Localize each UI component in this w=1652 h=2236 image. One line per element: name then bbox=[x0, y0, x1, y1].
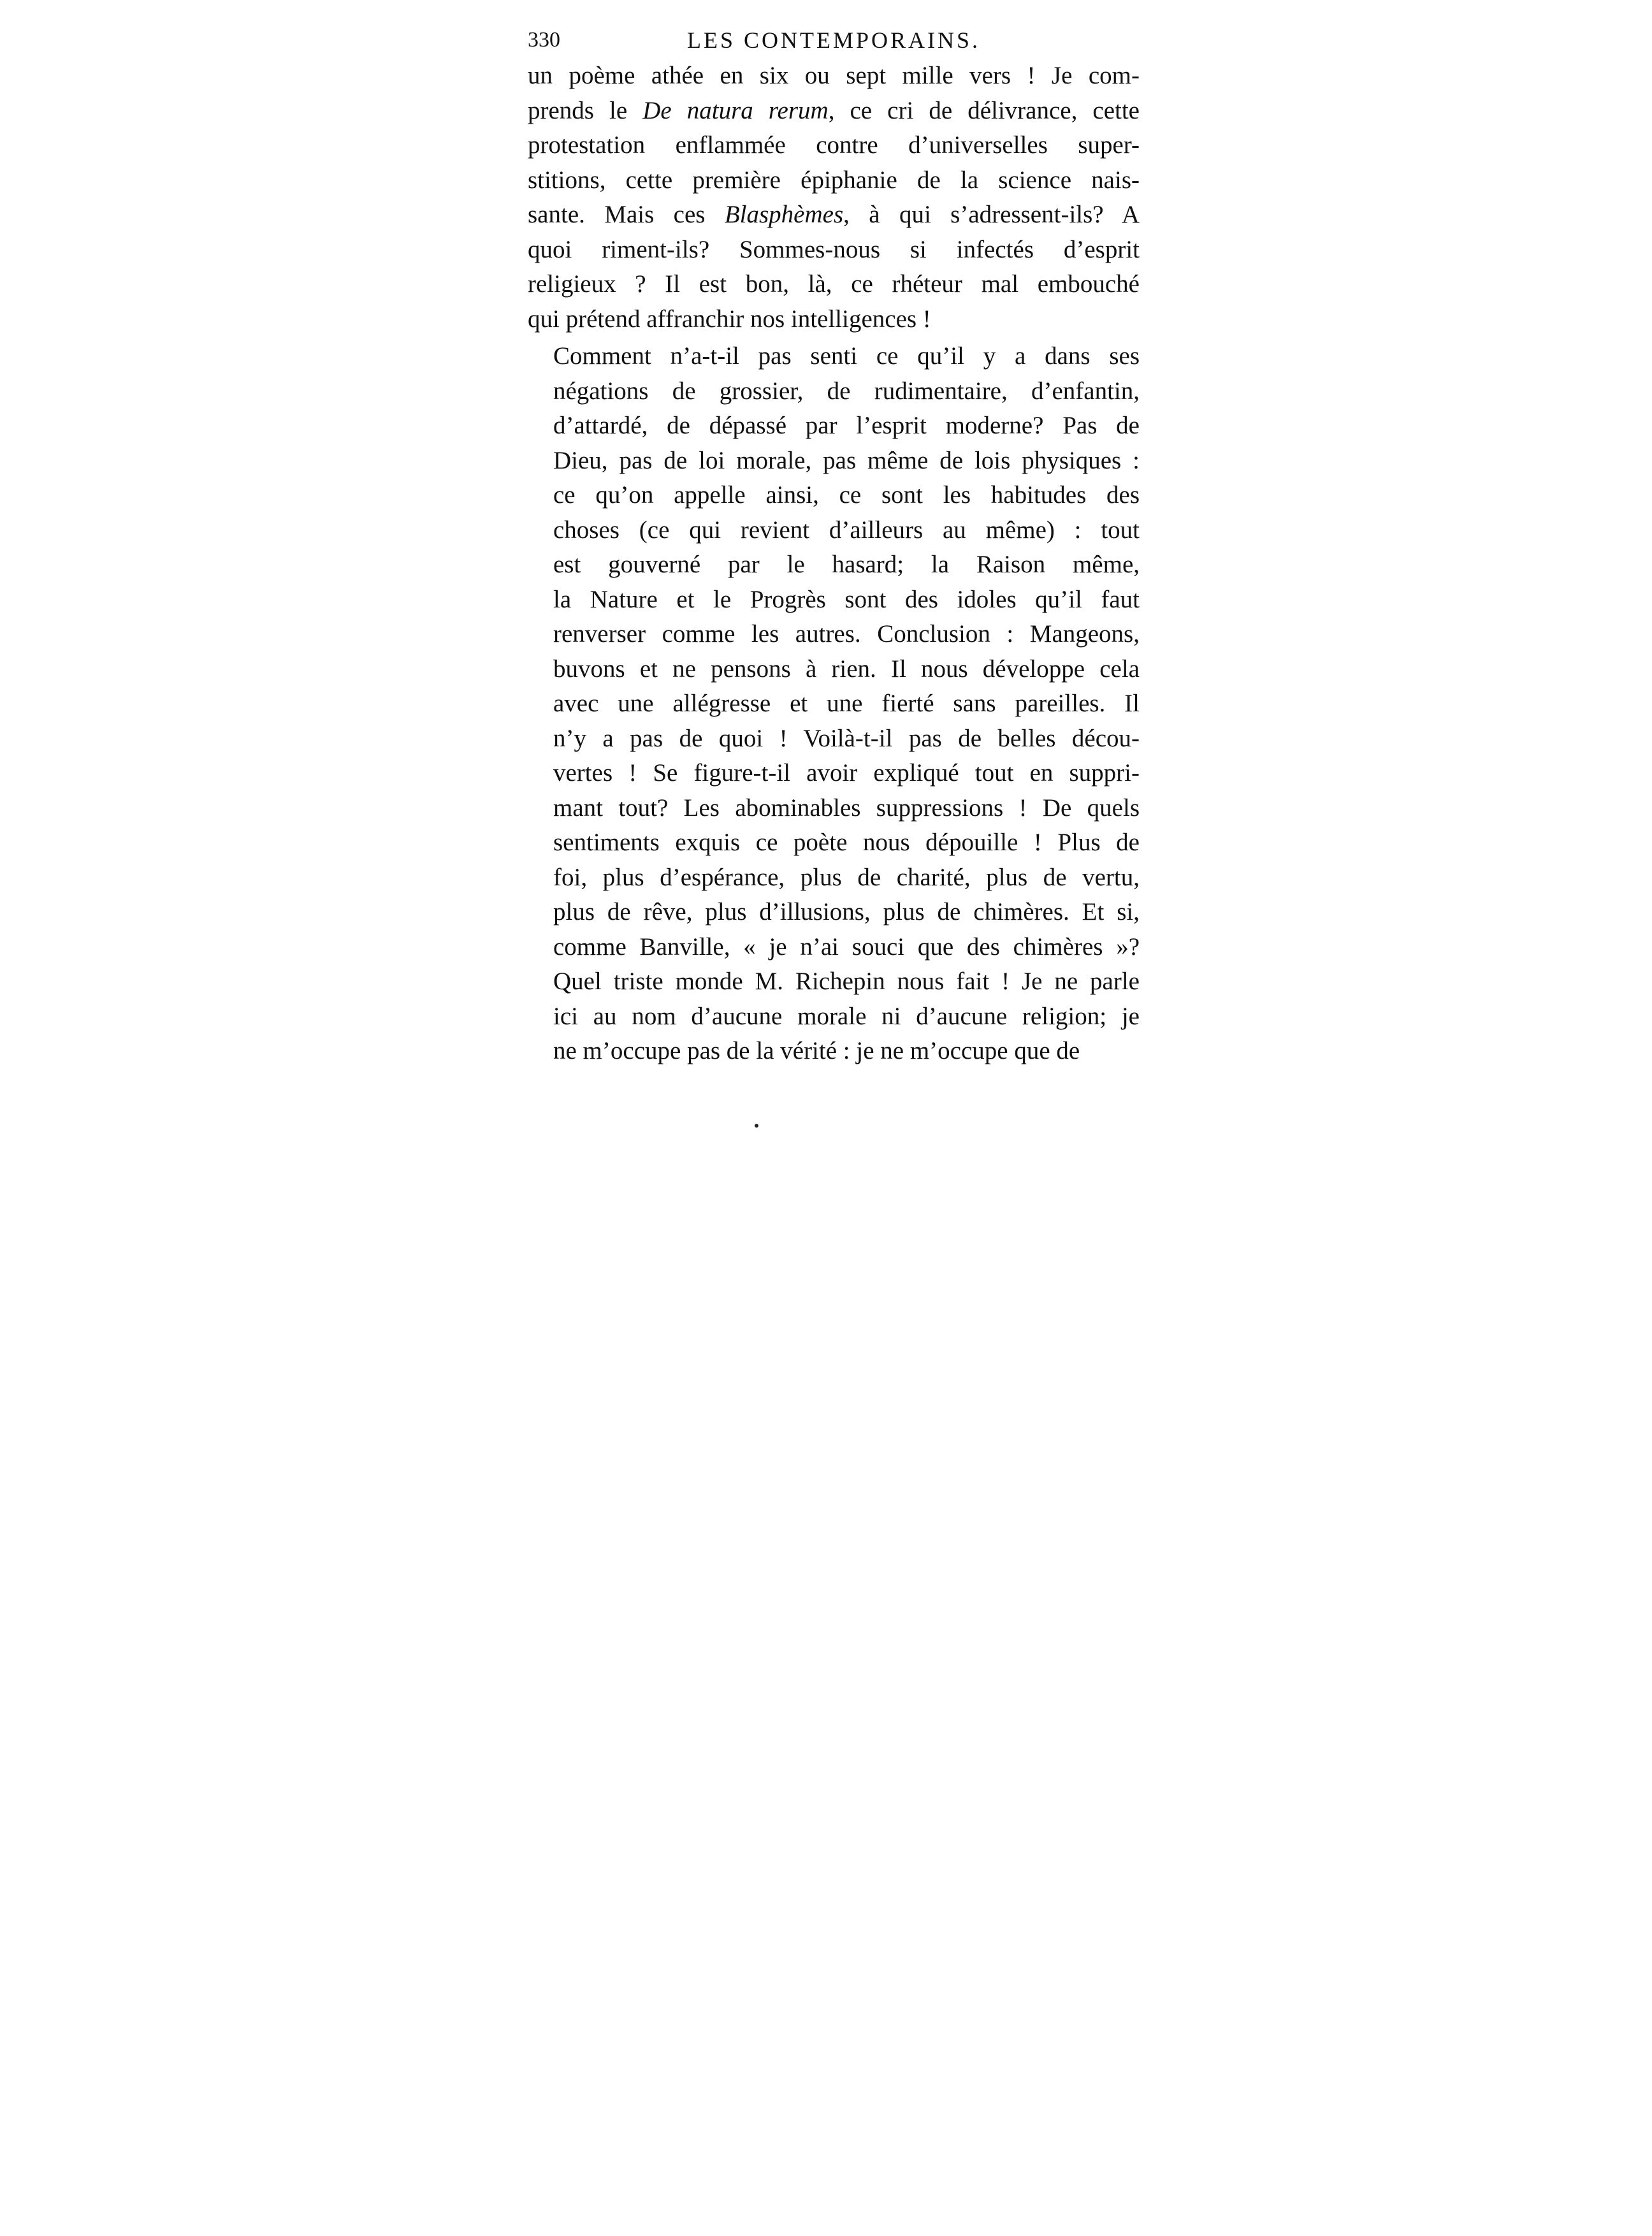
text-line: renverser comme les autres. Conclusion : Mangeons, bbox=[553, 620, 1140, 648]
text-line: qui prétend affranchir nos intelligences ! bbox=[528, 305, 931, 333]
body-text bbox=[528, 59, 1140, 1069]
running-head bbox=[528, 22, 1140, 59]
text-line: sante. Mais ces Blasphèmes, à qui s’adressent-ils? A bbox=[528, 201, 1140, 228]
text-line: sentiments exquis ce poète nous dépouille ! Plus de bbox=[553, 829, 1140, 856]
text-line: religieux ? Il est bon, là, ce rhéteur mal embouché bbox=[528, 270, 1140, 298]
text-line: est gouverné par le hasard; la Raison même, bbox=[553, 551, 1140, 578]
text-line: plus de rêve, plus d’illusions, plus de chimères. Et si, bbox=[553, 898, 1140, 926]
text-line: la Nature et le Progrès sont des idoles qu’il faut bbox=[553, 585, 1140, 613]
page-number: 330 bbox=[528, 28, 560, 52]
text-line: négations de grossier, de rudimentaire, d’enfantin, bbox=[553, 377, 1140, 405]
text-line: d’attardé, de dépassé par l’esprit moderne? Pas de bbox=[553, 412, 1140, 439]
text-line: buvons et ne pensons à rien. Il nous développe cela bbox=[553, 655, 1140, 683]
text-line: protestation enflammée contre d’universelles super- bbox=[528, 131, 1140, 159]
text-line: mant tout? Les abominables suppressions ! De quels bbox=[553, 794, 1140, 822]
text-line: ce qu’on appelle ainsi, ce sont les habitudes des bbox=[553, 481, 1140, 509]
stray-dot-mark bbox=[755, 1124, 758, 1128]
text-line: n’y a pas de quoi ! Voilà-t-il pas de belles décou- bbox=[553, 724, 1140, 752]
running-title: LES CONTEMPORAINS. bbox=[687, 27, 981, 53]
text-line: Quel triste monde M. Richepin nous fait ! Je ne parle bbox=[553, 968, 1140, 995]
book-page bbox=[528, 22, 1140, 1069]
text-line: vertes ! Se figure-t-il avoir expliqué tout en suppri- bbox=[553, 759, 1140, 787]
text-line: prends le De natura rerum, ce cri de délivrance, cette bbox=[528, 96, 1140, 124]
text-line: ici au nom d’aucune morale ni d’aucune religion; je bbox=[553, 1002, 1140, 1030]
text-line: comme Banville, « je n’ai souci que des chimères »? bbox=[553, 933, 1140, 961]
text-line: Dieu, pas de loi morale, pas même de lois physiques : bbox=[553, 446, 1140, 474]
text-line: Comment n’a-t-il pas senti ce qu’il y a dans ses bbox=[553, 342, 1140, 370]
text-line: avec une allégresse et une fierté sans pareilles. Il bbox=[553, 690, 1140, 717]
text-line: un poème athée en six ou sept mille vers ! Je com- bbox=[528, 62, 1140, 89]
text-line: choses (ce qui revient d’ailleurs au même) : tout bbox=[553, 516, 1140, 544]
text-line: quoi riment-ils? Sommes-nous si infectés d’esprit bbox=[528, 235, 1140, 263]
paragraph bbox=[528, 339, 1140, 1069]
text-line: stitions, cette première épiphanie de la science nais- bbox=[528, 166, 1140, 194]
paragraph bbox=[528, 59, 1140, 337]
text-line: ne m’occupe pas de la vérité : je ne m’occupe que de bbox=[553, 1037, 1080, 1064]
text-line: foi, plus d’espérance, plus de charité, plus de vertu, bbox=[553, 863, 1140, 891]
